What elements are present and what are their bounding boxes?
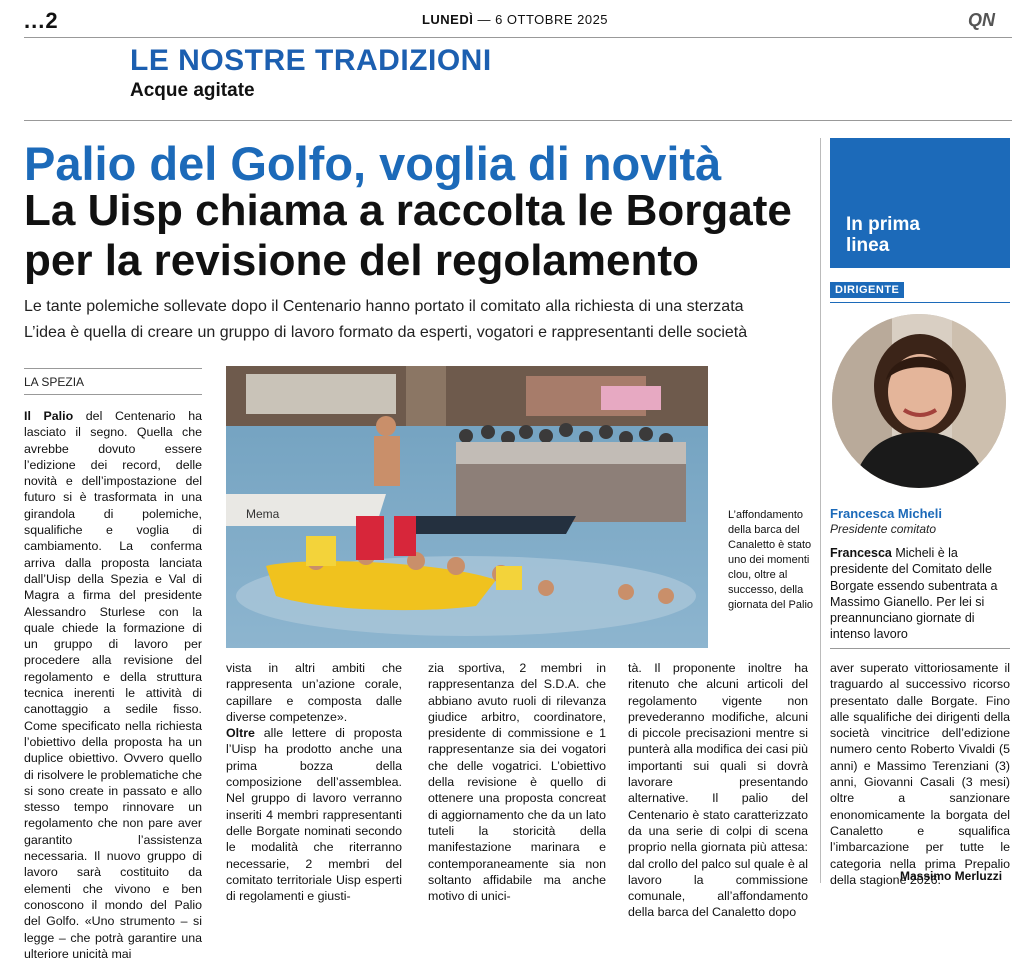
article-column-1 <box>24 408 202 962</box>
article-column-3: zia sportiva, 2 membri in rappresentanza del S.D.A. che abbiano avuto ruoli di rilevanza giudice arbitro, coordinatore, presidente di commissione e 1 rappresentanze sia dei vogatori che delle vogatrici. L’obiettivo della revisione è quello di ottenere una proposta concreat di aggiornamento che da un lato tuteli la storicità della manifestazione marinara e contemporaneamente sia non soltanto affidabile ma anche motivo di unici- <box>428 661 606 904</box>
page-number: ...2 <box>24 8 59 33</box>
sidebar-divider <box>820 138 821 883</box>
person-role: Presidente comitato <box>830 522 937 536</box>
headline: Palio del Golfo, voglia di novità <box>24 137 722 190</box>
col2-text-a: vista in altri ambiti che rappresenta un’azione corale, capillare e composta dalle diverse competenze». <box>226 661 402 724</box>
city-rule-bottom <box>24 394 202 395</box>
top-rule <box>24 37 1012 38</box>
section-title: LE NOSTRE TRADIZIONI <box>130 44 492 77</box>
summary <box>24 294 824 346</box>
article-column-5: aver superato vittoriosamente il traguardo al successivo ricorso presentato dalle Borgate. Fino alle squalifiche dei dirigenti della società vincitrice dell’edizione numero cento Roberto Vivaldi (5 anni) e Massimo Terenziani (3) anni, Giovanni Casali (3 mesi) oltre a sanzionare enonomicamente la borgata del Canaletto e squalifica l’imbarcazione per tutte le categoria nella prima Prepalio della stagione 2026. <box>830 661 1010 887</box>
newspaper-logo: QN <box>968 10 995 30</box>
article-column-4: tà. Il proponente inoltre ha ritenuto che alcuni articoli del regolamento vigente non prevederanno modifiche, alcuni di piccole precisazioni mentre si punterà alla modifica dei casi più importanti sui quali si dovrà lavorare presentando alternative. Il palio del Centenario è stato caratterizzato da una serie di colpi di scena proprio nella giornata più attesa: dal crollo del palco sul quale è al lavoro la commissione comunale, all’affondamento della barca del Canaletto dopo <box>628 661 808 920</box>
boat-label: Mema <box>246 507 280 521</box>
col1-lead: Il Palio <box>24 409 74 423</box>
col2-lead: Oltre <box>226 726 255 741</box>
date-day: LUNEDÌ <box>421 12 474 27</box>
role-tag: DIRIGENTE <box>830 282 904 298</box>
tag-rule <box>830 302 1010 303</box>
col2-text-b: alle lettere di proposta l’Uisp ha prodotto anche una prima bozza della composizione dell’assemblea. Nel gruppo di lavoro verranno inseriti 4 membri rappresentanti delle Borgate nominati secondo le modalità che riterranno necessarie, 2 membri del comitato territoriale Uisp esperti di regolamenti e giusti- <box>226 726 402 904</box>
sidebar-bottom-rule <box>830 648 1010 649</box>
article-photo <box>226 366 708 648</box>
author-byline: Massimo Merluzzi <box>900 869 1003 883</box>
sidebar-title-line-2: linea <box>846 235 890 256</box>
section-rule <box>24 120 1012 121</box>
city-rule <box>24 368 202 369</box>
portrait-illustration <box>832 314 1006 488</box>
person-bio-text: Micheli è la presidente del Comitato delle Borgate essendo subentrata a Massimo Gianello. Per lei si preannunciano giornate di intenso lavoro <box>830 546 998 642</box>
col1-text: del Centenario ha lasciato il segno. Quella che avrebbe dovuto essere l’edizione dei record, delle novità e dell’impostazione del futuro si è trasformata in una girandola di polemiche, squalifiche e voglia di cambiamento. La conferma arriva dalla proposta lanciata dall’Uisp della Spezia e Val di Magra a firma del presidente Alessandro Sturlese con la quale chiede la formazione di un gruppo di lavoro per procedere alla revisione del regolamento e della struttura tecnica inerenti le attività di canottaggio a sedile fisso. Come specificato nella richiesta l’obiettivo della proposta ha un duplice obiettivo. Ovvero quello di risolvere le problematiche che si sono create in passato e allo stesso tempo rinnovare un regolamento che non pare aver garantito l’assistenza necessaria. Il nuovo gruppo di lavoro sarà costituito da elementi che vivono e ben conoscono il mondo del Palio del Golfo. «Uno strumento – si legge – che potrà garantire una ulteriore unicità mai <box>24 409 202 961</box>
person-bio <box>830 545 1010 643</box>
summary-line-2: L’idea è quella di creare un gruppo di lavoro formato da esperti, vogatori e rappresentanti delle società <box>24 324 748 341</box>
date-value: — 6 OTTOBRE 2025 <box>477 12 609 27</box>
article-column-2 <box>226 660 402 904</box>
portrait-photo <box>832 314 1006 488</box>
photo-illustration <box>226 366 708 648</box>
date-line <box>380 12 650 27</box>
dateline-city: LA SPEZIA <box>24 375 85 389</box>
sidebar-title-line-1: In prima <box>846 214 920 235</box>
sidebar-title <box>846 214 920 256</box>
person-bio-lead: Francesca <box>830 546 892 560</box>
kicker: Acque agitate <box>130 80 255 101</box>
subheadline: La Uisp chiama a raccolta le Borgate per la revisione del regolamento <box>24 186 792 285</box>
summary-line-1: Le tante polemiche sollevate dopo il Centenario hanno portato il comitato alla richiesta di una sterzata <box>24 298 744 315</box>
photo-caption: L’affondamento della barca del Canaletto è stato uno dei momenti clou, oltre al successo, della giornata del Palio <box>728 509 814 611</box>
person-name: Francesca Micheli <box>830 506 942 521</box>
